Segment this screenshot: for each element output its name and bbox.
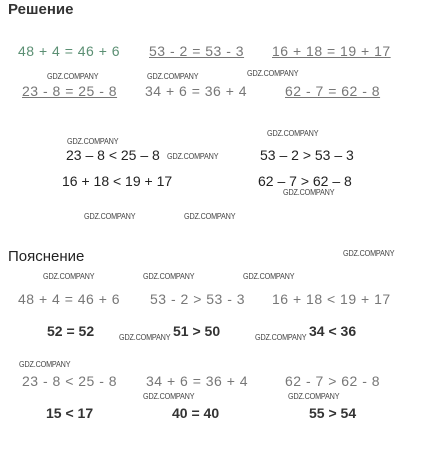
- explanation-result: 51 > 50: [173, 323, 221, 339]
- watermark: GDZ.COMPANY: [283, 187, 335, 197]
- watermark: GDZ.COMPANY: [267, 128, 319, 138]
- corrected-equation: 53 – 2 > 53 – 3: [260, 147, 354, 163]
- watermark: GDZ.COMPANY: [143, 271, 195, 281]
- solution-equation: 23 - 8 = 25 - 8: [22, 83, 118, 99]
- explanation-equation: 62 - 7 > 62 - 8: [285, 373, 381, 389]
- watermark: GDZ.COMPANY: [243, 271, 295, 281]
- corrected-equation: 23 – 8 < 25 – 8: [66, 147, 160, 163]
- watermark: GDZ.COMPANY: [147, 71, 199, 81]
- watermark: GDZ.COMPANY: [343, 248, 395, 258]
- solution-equation: 34 + 6 = 36 + 4: [145, 83, 248, 99]
- explanation-result: 15 < 17: [46, 405, 94, 421]
- solution-heading: Решение: [8, 1, 74, 18]
- watermark: GDZ.COMPANY: [47, 71, 99, 81]
- explanation-result: 34 < 36: [309, 323, 357, 339]
- corrected-equation: 62 – 7 > 62 – 8: [258, 173, 352, 189]
- explanation-equation: 23 - 8 < 25 - 8: [22, 373, 118, 389]
- explanation-equation: 53 - 2 > 53 - 3: [150, 291, 246, 307]
- solution-equation: 62 - 7 = 62 - 8: [285, 83, 381, 99]
- corrected-equation: 16 + 18 < 19 + 17: [62, 173, 173, 189]
- watermark: GDZ.COMPANY: [255, 332, 307, 342]
- watermark: GDZ.COMPANY: [288, 391, 340, 401]
- solution-equation: 16 + 18 = 19 + 17: [272, 43, 391, 59]
- watermark: GDZ.COMPANY: [247, 68, 299, 78]
- watermark: GDZ.COMPANY: [67, 136, 119, 146]
- explanation-result: 40 = 40: [172, 405, 220, 421]
- watermark: GDZ.COMPANY: [184, 211, 236, 221]
- explanation-equation: 34 + 6 = 36 + 4: [146, 373, 249, 389]
- explanation-equation: 16 + 18 < 19 + 17: [272, 291, 391, 307]
- explanation-result: 55 > 54: [309, 405, 357, 421]
- explanation-equation: 48 + 4 = 46 + 6: [18, 291, 121, 307]
- watermark: GDZ.COMPANY: [167, 151, 219, 161]
- explanation-heading: Пояснение: [8, 248, 85, 265]
- watermark: GDZ.COMPANY: [43, 271, 95, 281]
- watermark: GDZ.COMPANY: [119, 332, 171, 342]
- explanation-result: 52 = 52: [47, 323, 95, 339]
- solution-equation: 48 + 4 = 46 + 6: [18, 43, 121, 59]
- solution-equation: 53 - 2 = 53 - 3: [149, 43, 245, 59]
- watermark: GDZ.COMPANY: [143, 391, 195, 401]
- watermark: GDZ.COMPANY: [19, 359, 71, 369]
- watermark: GDZ.COMPANY: [84, 211, 136, 221]
